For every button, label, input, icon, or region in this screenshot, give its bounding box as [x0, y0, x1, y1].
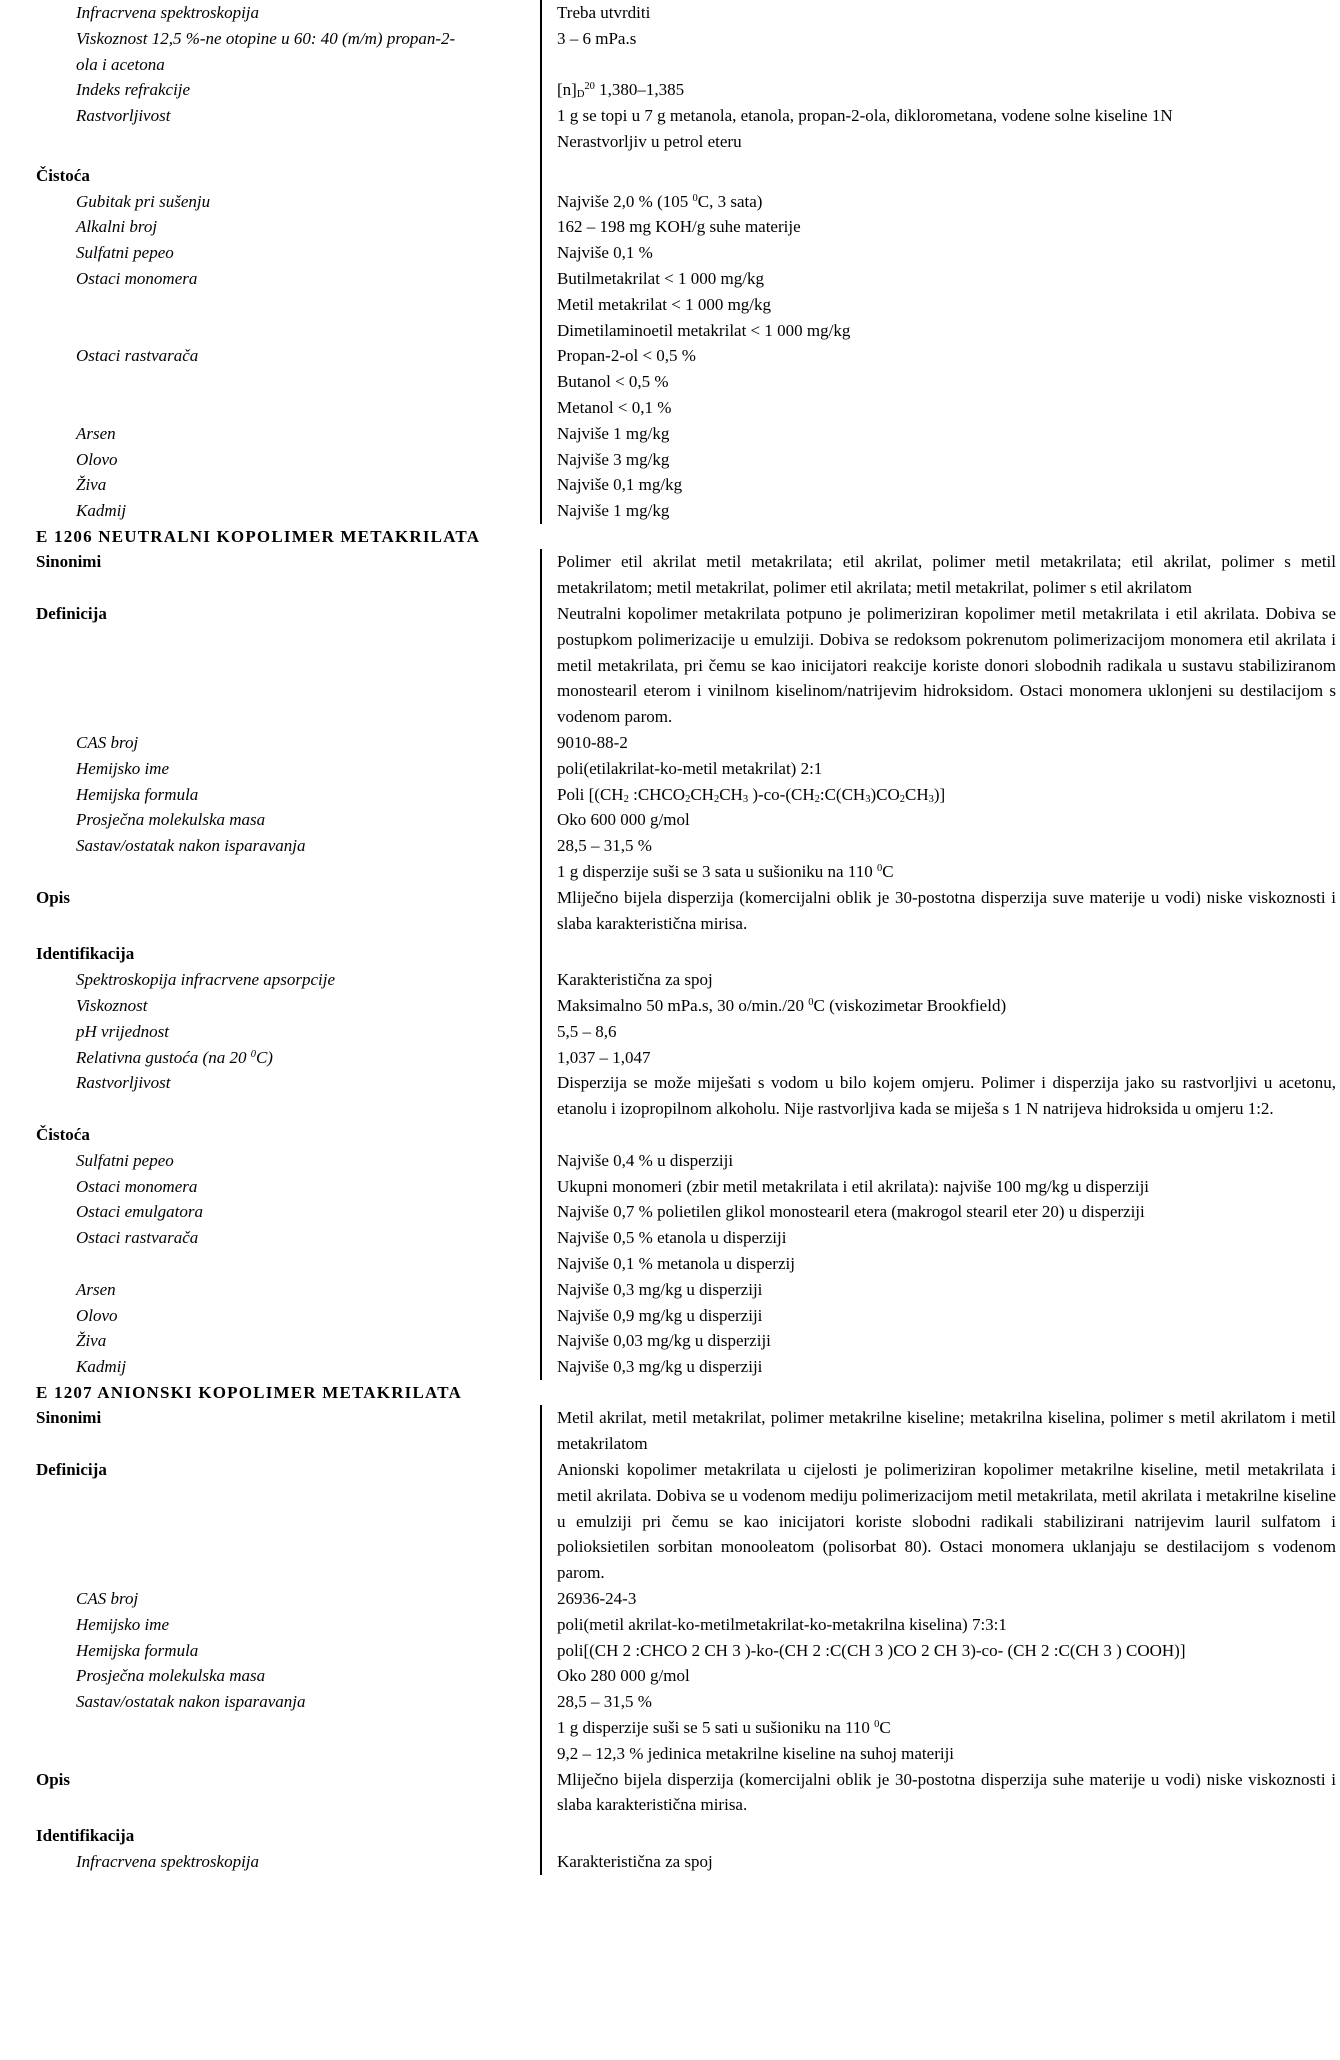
- row-value-line: 1 g disperzije suši se 3 sata u sušioniku na 110 $^0$C: [557, 862, 894, 881]
- spec-row: [0, 1148, 1340, 1174]
- spec-row: [0, 1689, 1340, 1766]
- row-label: Kadmij: [76, 1357, 127, 1377]
- row-value-line: Dimetilaminoetil metakrilat < 1 000 mg/kg: [557, 320, 851, 340]
- spec-row: [0, 189, 1340, 215]
- row-value-line: Najviše 1 mg/kg: [557, 501, 670, 521]
- row-label: Viskoznost: [76, 995, 148, 1015]
- row-value-line: Treba utvrditi: [557, 3, 651, 22]
- row-value-line: 5,5 – 8,6: [557, 1021, 617, 1041]
- row-label: [0, 155, 540, 163]
- spec-row: [0, 1849, 1340, 1875]
- row-value-line: Karakteristična za spoj: [557, 970, 713, 990]
- row-value-line: Najviše 0,9 mg/kg u disperziji: [557, 1305, 763, 1325]
- row-label-line: Viskoznost 12,5 %-ne otopine u 60: 40 (m/m) propan-2-: [76, 28, 456, 48]
- spec-row: [0, 421, 1340, 447]
- spec-row: [0, 472, 1340, 498]
- spec-row: [0, 885, 1340, 937]
- row-value: [540, 833, 1340, 885]
- row-label: Gubitak pri sušenju: [76, 191, 211, 211]
- spec-row: [0, 1663, 1340, 1689]
- spec-row: [0, 77, 1340, 103]
- row-label: Hemijsko ime: [76, 758, 170, 778]
- row-value-line: Metil metakrilat < 1 000 mg/kg: [557, 294, 772, 314]
- row-label: Živa: [76, 1331, 107, 1351]
- row-label: Kadmij: [76, 501, 127, 521]
- row-label: Alkalni broj: [76, 217, 158, 237]
- entry-heading: E 1207 ANIONSKI KOPOLIMER METAKRILATA: [36, 1382, 462, 1402]
- spec-row: [0, 163, 1340, 189]
- row-label: Sulfatni pepeo: [76, 243, 174, 263]
- spec-row: [0, 343, 1340, 420]
- row-value: [540, 421, 1340, 447]
- row-value: [540, 756, 1340, 782]
- row-value-line: Najviše 0,7 % polietilen glikol monostearil etera (makrogol stearil eter 20) u disperziji: [557, 1202, 1145, 1222]
- spec-row: [0, 26, 1340, 78]
- row-label: Spektroskopija infracrvene apsorpcije: [76, 970, 336, 990]
- row-value-line: 3 – 6 mPa.s: [557, 28, 637, 48]
- row-label: Definicija: [36, 1460, 107, 1480]
- spec-row: [0, 1225, 1340, 1277]
- spec-row: [0, 1070, 1340, 1122]
- row-value-line: Najviše 0,4 % u disperziji: [557, 1150, 734, 1170]
- row-value: [540, 782, 1340, 808]
- row-value: [540, 941, 1340, 967]
- row-value-line: $[n]_D^{20}$ 1,380–1,385: [557, 80, 685, 101]
- row-value-line: Najviše 0,1 % metanola u disperzij: [557, 1253, 795, 1273]
- row-value: [540, 993, 1340, 1019]
- row-value-line: Metil akrilat, metil metakrilat, polimer metakrilne kiseline; metakrilna kiselina, polimer s metil akrilatom i metil metakrilatom: [557, 1408, 1336, 1454]
- spec-row: [0, 1019, 1340, 1045]
- row-value-line: Najviše 2,0 % (105 $^0$C, 3 sata): [557, 191, 763, 211]
- row-value: [540, 240, 1340, 266]
- spec-row: [0, 1638, 1340, 1664]
- row-value: [540, 498, 1340, 524]
- spec-row: [0, 103, 1340, 155]
- row-value: [540, 1277, 1340, 1303]
- row-label: Ostaci rastvarača: [76, 1228, 199, 1248]
- row-value: [540, 601, 1340, 730]
- spec-row: [0, 1823, 1340, 1849]
- row-value-line: 28,5 – 31,5 %: [557, 836, 652, 856]
- row-value-line: Mliječno bijela disperzija (komercijalni oblik je 30-postotna disperzija suhe materije u vodi) niske viskoznosti i slaba karakteristična mirisa.: [557, 1769, 1336, 1815]
- spec-row: [0, 1767, 1340, 1819]
- row-label: Sinonimi: [36, 1408, 102, 1428]
- row-value: [540, 1070, 1340, 1122]
- row-value: [540, 1638, 1340, 1664]
- row-label: Sastav/ostatak nakon isparavanja: [76, 1692, 306, 1712]
- row-value: [540, 1225, 1340, 1277]
- row-value-line: Najviše 0,1 %: [557, 243, 653, 263]
- row-value-line: Mliječno bijela disperzija (komercijalni oblik je 30-postotna disperzija suve materije u vodi) niske viskoznosti i slaba karakteristična mirisa.: [557, 887, 1336, 933]
- row-value: [540, 1767, 1340, 1819]
- row-label: CAS broj: [76, 1589, 139, 1609]
- row-value-line: poli(metil akrilat-ko-metilmetakrilat-ko-metakrilna kiselina) 7:3:1: [557, 1614, 1007, 1634]
- row-value-line: 1 g se topi u 7 g metanola, etanola, propan-2-ola, diklorometana, vodene solne kiseline 1N: [557, 106, 1173, 126]
- spec-row: [0, 1457, 1340, 1586]
- row-value: [540, 1849, 1340, 1875]
- row-value-line: Ukupni monomeri (zbir metil metakrilata i etil akrilata): najviše 100 mg/kg u disperziji: [557, 1176, 1150, 1196]
- row-label: Opis: [36, 1769, 71, 1789]
- row-value-line: Metanol < 0,1 %: [557, 397, 672, 417]
- spec-row: [0, 447, 1340, 473]
- row-value: [540, 77, 1340, 103]
- row-value: [540, 1457, 1340, 1586]
- row-value-line: Butilmetakrilat < 1 000 mg/kg: [557, 268, 764, 288]
- row-value-line: 9010-88-2: [557, 733, 628, 753]
- row-value-line: Poli [($CH_2$ $:CHCO_2CH_2CH_3$ )$-co-(CH_2:C(CH_3)CO_2CH_3)$]: [557, 784, 946, 805]
- row-label: Opis: [36, 887, 71, 907]
- row-value: [540, 1663, 1340, 1689]
- row-value-line: Butanol < 0,5 %: [557, 372, 669, 392]
- spec-row: [0, 1277, 1340, 1303]
- spec-row: [0, 993, 1340, 1019]
- spec-row: [0, 266, 1340, 343]
- row-value: [540, 1199, 1340, 1225]
- spec-row: [0, 0, 1340, 26]
- row-value: [540, 967, 1340, 993]
- row-value: [540, 0, 1340, 26]
- row-label: Rastvorljivost: [76, 106, 171, 126]
- spec-row: [0, 1586, 1340, 1612]
- row-label: Hemijska formula: [76, 1640, 199, 1660]
- row-value-line: 28,5 – 31,5 %: [557, 1692, 652, 1712]
- row-value: [540, 807, 1340, 833]
- row-label: Olovo: [76, 1305, 118, 1325]
- row-value-line: Nerastvorljiv u petrol eteru: [557, 131, 742, 151]
- row-value: [540, 163, 1340, 189]
- row-value: [540, 26, 1340, 78]
- row-value: [540, 1328, 1340, 1354]
- row-value-line: Najviše 0,3 mg/kg u disperziji: [557, 1279, 763, 1299]
- row-label: Relativna gustoća (na 20 $^0$C): [76, 1047, 273, 1067]
- row-label: Ostaci monomera: [76, 268, 198, 288]
- spec-row: [0, 1405, 1340, 1457]
- spec-row: [0, 782, 1340, 808]
- row-value: [540, 1174, 1340, 1200]
- spec-row: [0, 498, 1340, 524]
- row-label: pH vrijednost: [76, 1021, 170, 1041]
- row-label: Indeks refrakcije: [76, 80, 191, 100]
- row-value-line: poli[(CH 2 :CHCO 2 CH 3 )-ko-(CH 2 :C(CH 3 )CO 2 CH 3)-co- (CH 2 :C(CH 3 ) COOH)]: [557, 1640, 1186, 1660]
- row-value: [540, 155, 1340, 163]
- row-value-line: Polimer etil akrilat metil metakrilata; etil akrilat, polimer metil metakrilata; etil akrilat, polimer s metil metakrilatom; metil metakrilat, polimer etil akrilata; metil metakrilat, polimer s etil akrilatom: [557, 552, 1336, 598]
- row-value-line: Propan-2-ol < 0,5 %: [557, 346, 696, 366]
- row-value-line: Disperzija se može miješati s vodom u bilo kojem omjeru. Polimer i disperzija jako su rastvorljivi u acetonu, etanolu i izopropilnom alkoholu. Nije rastvorljiva kada se miješa s 1 N natrijeva hidroksida u omjeru 1:2.: [557, 1073, 1336, 1119]
- row-value: [540, 1303, 1340, 1329]
- spec-row: [0, 240, 1340, 266]
- row-value: [540, 472, 1340, 498]
- row-value: [540, 343, 1340, 420]
- row-value: [540, 1148, 1340, 1174]
- row-label: Hemijsko ime: [76, 1614, 170, 1634]
- row-value: [540, 1405, 1340, 1457]
- row-value-line: Najviše 0,5 % etanola u disperziji: [557, 1228, 787, 1248]
- row-label: Definicija: [36, 604, 107, 624]
- row-value: [540, 1823, 1340, 1849]
- spec-row: [0, 1199, 1340, 1225]
- spec-row: [0, 1612, 1340, 1638]
- row-label: [0, 26, 540, 78]
- row-label: Arsen: [76, 1279, 116, 1299]
- row-label: Ostaci monomera: [76, 1176, 198, 1196]
- row-label: Rastvorljivost: [76, 1073, 171, 1093]
- row-value-line: 1,037 – 1,047: [557, 1047, 651, 1067]
- row-label: Sastav/ostatak nakon isparavanja: [76, 836, 306, 856]
- row-value: [540, 885, 1340, 937]
- spec-section: [0, 1405, 1340, 1874]
- entry-heading: E 1206 NEUTRALNI KOPOLIMER METAKRILATA: [36, 526, 481, 546]
- spec-row: [0, 1122, 1340, 1148]
- row-value-line: Maksimalno 50 mPa.s, 30 o/min./20 $^0$C (viskozimetar Brookfield): [557, 995, 1007, 1015]
- spec-section: [0, 549, 1340, 1380]
- row-value-line: Oko 280 000 g/mol: [557, 1666, 690, 1686]
- row-label: Arsen: [76, 423, 116, 443]
- row-value-line: Najviše 0,03 mg/kg u disperziji: [557, 1331, 771, 1351]
- row-value-line: Najviše 1 mg/kg: [557, 423, 670, 443]
- row-value-line: Anionski kopolimer metakrilata u cijelosti je polimeriziran kopolimer metakrilne kiseline, metil metakrilata i metil akrilata. Dobiva se u vodenom mediju polimerizacijom metil metakrilata, metil akrilata i metakrilne kiseline u emulziji pri čemu se kao inicijatori koriste slobodni radikali stabilizirani natrijevim lauril sulfatom i polioksietilen sorbitan monooleatom (polisorbat 80). Ostaci monomera uklanjaju se destilacijom s vodenom parom.: [557, 1460, 1336, 1583]
- row-label: Ostaci rastvarača: [76, 346, 199, 366]
- row-label: Prosječna molekulska masa: [76, 1666, 266, 1686]
- spec-row: [0, 1045, 1340, 1071]
- row-value: [540, 103, 1340, 155]
- spec-row: [0, 214, 1340, 240]
- row-label: Čistoća: [36, 165, 90, 185]
- row-value: [540, 447, 1340, 473]
- row-label-line: ola i acetona: [76, 54, 165, 74]
- row-label: Hemijska formula: [76, 784, 199, 804]
- row-label: Ostaci emulgatora: [76, 1202, 204, 1222]
- row-label: Identifikacija: [36, 1826, 135, 1846]
- row-value-line: Najviše 0,3 mg/kg u disperziji: [557, 1357, 763, 1377]
- row-value-line: 9,2 – 12,3 % jedinica metakrilne kiseline na suhoj materiji: [557, 1743, 955, 1763]
- row-value: [540, 1019, 1340, 1045]
- row-value-line: Najviše 0,1 mg/kg: [557, 475, 683, 495]
- row-value: [540, 1612, 1340, 1638]
- row-label: CAS broj: [76, 733, 139, 753]
- spec-row: [0, 1174, 1340, 1200]
- spec-row: [0, 1303, 1340, 1329]
- row-value: [540, 1122, 1340, 1148]
- row-label: Sinonimi: [36, 552, 102, 572]
- row-value: [540, 1586, 1340, 1612]
- row-value-line: Najviše 3 mg/kg: [557, 449, 670, 469]
- row-value-line: Karakteristična za spoj: [557, 1851, 713, 1871]
- spacer-row: [0, 155, 1340, 163]
- spec-section: [0, 0, 1340, 524]
- row-value-line: Oko 600 000 g/mol: [557, 810, 690, 830]
- spec-row: [0, 807, 1340, 833]
- row-value-line: 162 – 198 mg KOH/g suhe materije: [557, 217, 801, 237]
- row-value-line: Neutralni kopolimer metakrilata potpuno je polimeriziran kopolimer metil metakrilata i etil akrilata. Dobiva se postupkom polimerizacije u emulziji. Dobiva se redoksom pokrenutom polimerizacijom monomera etil akrilata i metil metakrilata, pri čemu se kao inicijatori reakcije koriste donori slobodnih radikala u sustavu stabiliziranom monostearil eterom i vinilnom kiselinom/natrijevim hidroksidom. Ostaci monomera uklonjeni su destilacijom s vodenom parom.: [557, 604, 1336, 727]
- spec-row: [0, 833, 1340, 885]
- spec-row: [0, 1354, 1340, 1380]
- row-value: [540, 1045, 1340, 1071]
- spec-row: [0, 941, 1340, 967]
- row-value: [540, 266, 1340, 343]
- row-label: Sulfatni pepeo: [76, 1150, 174, 1170]
- spec-row: [0, 730, 1340, 756]
- row-value: [540, 549, 1340, 601]
- row-label: Prosječna molekulska masa: [76, 810, 266, 830]
- spec-row: [0, 601, 1340, 730]
- row-label: Čistoća: [36, 1124, 90, 1144]
- row-value: [540, 1689, 1340, 1766]
- row-value: [540, 1354, 1340, 1380]
- row-label: Infracrvena spektroskopija: [76, 1851, 260, 1871]
- row-value: [540, 189, 1340, 215]
- row-value-line: 1 g disperzije suši se 5 sati u sušioniku na 110 $^0$C: [557, 1718, 891, 1737]
- row-value: [540, 214, 1340, 240]
- row-label: Identifikacija: [36, 944, 135, 964]
- row-label: Živa: [76, 475, 107, 495]
- row-value-line: 26936-24-3: [557, 1589, 637, 1609]
- spec-row: [0, 1328, 1340, 1354]
- row-label: Olovo: [76, 449, 118, 469]
- row-label: Infracrvena spektroskopija: [76, 3, 260, 22]
- spec-row: [0, 549, 1340, 601]
- row-value: [540, 730, 1340, 756]
- spec-row: [0, 967, 1340, 993]
- spec-row: [0, 756, 1340, 782]
- row-value-line: poli(etilakrilat-ko-metil metakrilat) 2:1: [557, 758, 823, 778]
